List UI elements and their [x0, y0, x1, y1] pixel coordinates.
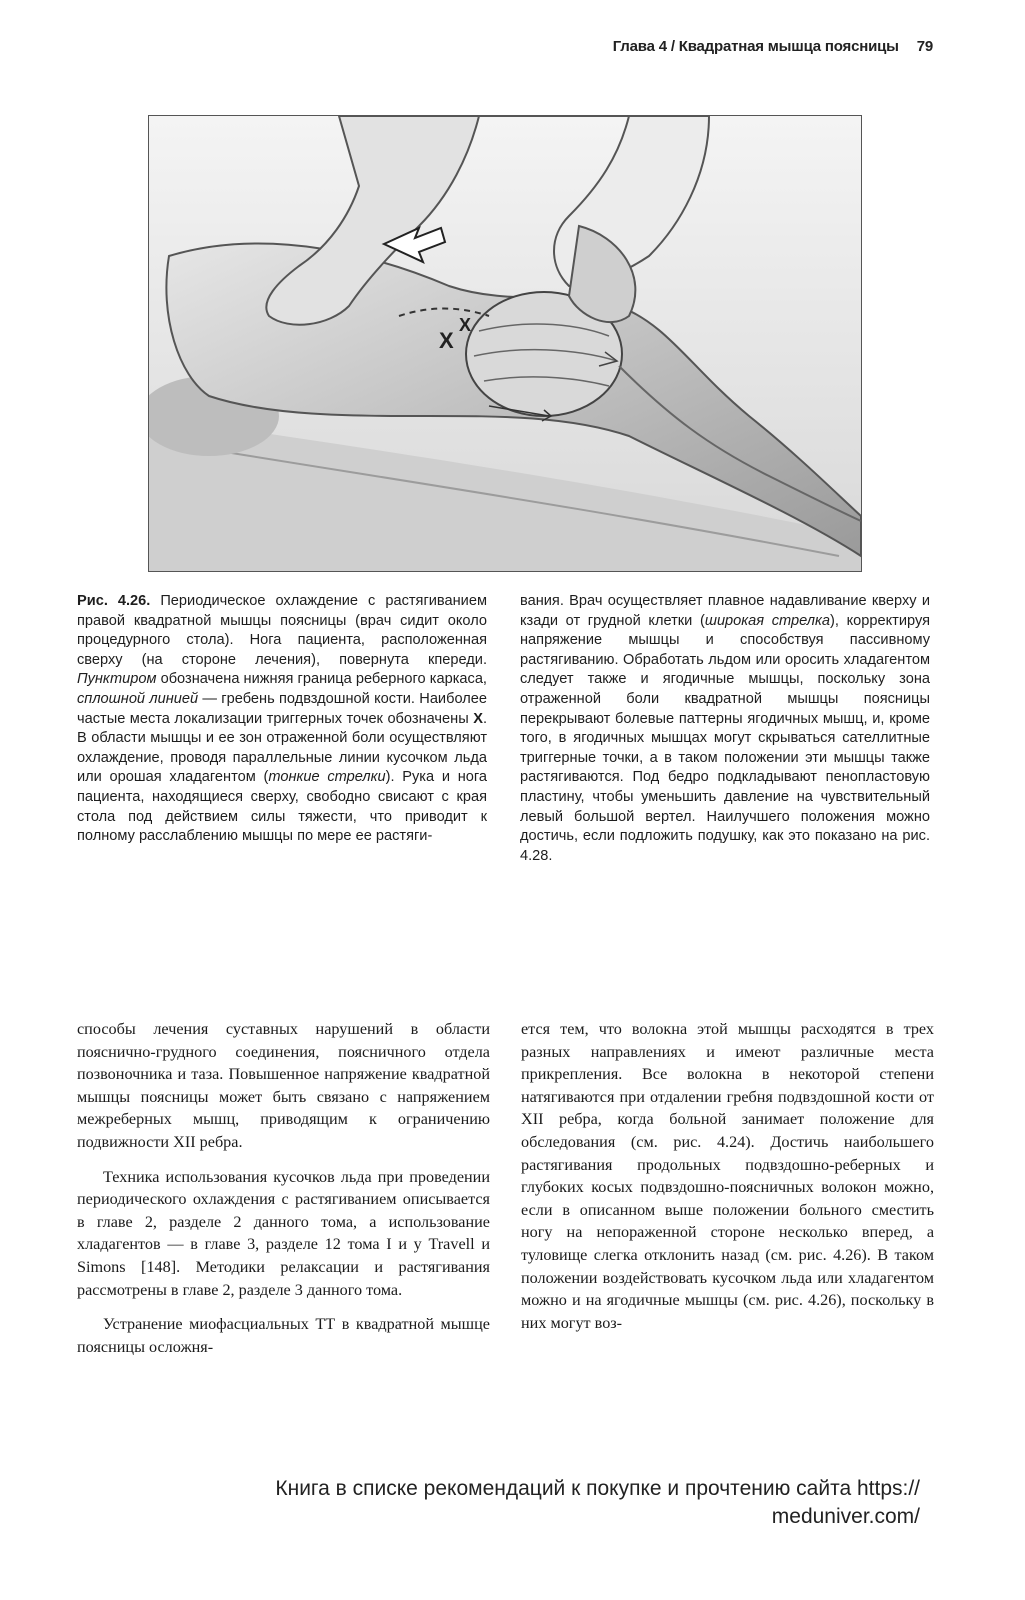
caption-text: вания. Врач осуществляет плавное надавливание кверху и кзади от грудной клетки (	[520, 593, 930, 629]
body-paragraph: Устранение миофасциальных ТТ в квадратной мышце поясницы осложня-	[77, 1315, 490, 1356]
body-paragraph: ется тем, что волокна этой мышцы расходятся в трех разных направлениях и имеют различные места прикрепления. Все волокна в некоторой степени натягиваются при отдалении гребня подвздошной кости от XII ребра, когда больной занимает положение для обследования (см. рис. 4.24). Достичь наибольшего растягивания продольных подвздошно-реберных и глубоких косых подвздошно-поясничных волокон можно, если в описанном выше положении больного сместить ногу на непораженной стороне несколько вперед, а туловище слегка отклонить назад (см. рис. 4.26). В таком положении воздействовать кусочком льда или хладагентом можно и на ягодичные мышцы (см. рис. 4.26), поскольку в них могут воз-	[521, 1020, 934, 1332]
figure-drawing	[149, 116, 861, 571]
caption-text: ). Рука и нога пациента, находящиеся сверху, свободно свисают с края стола под действием силы тяжести, что приводит к полному расслаблению мышцы по мере ее растяги-	[77, 769, 487, 845]
caption-x-mark: X	[473, 710, 483, 727]
running-head	[613, 38, 933, 55]
figure-caption-left	[77, 592, 487, 847]
figure-caption-right	[520, 592, 930, 866]
body-column-left	[77, 1018, 490, 1370]
running-head-title: Глава 4 / Квадратная мышца поясницы	[612, 38, 899, 55]
caption-italic: тонкие стрелки	[268, 769, 386, 786]
caption-italic: широкая стрелка	[704, 612, 831, 629]
caption-text: обозначена нижняя граница реберного каркаса,	[156, 671, 487, 688]
caption-text: — гребень подвздошной кости. Наиболее частые места локализации триггерных точек обозначены	[77, 690, 487, 727]
footer-note: Книга в списке рекомендаций к покупке и прочтению сайта https:// meduniver.com/	[275, 1477, 920, 1528]
body-paragraph: способы лечения суставных нарушений в области пояснично-грудного соединения, поясничного отдела позвоночника и таза. Повышенное напряжение квадратной мышцы поясницы может быть связано с напряжением межреберных мышц, приводящим к ограничению подвижности XII ребра.	[77, 1020, 490, 1151]
caption-text: ), корректируя напряжение мышцы и способствуя пассивному растягиванию. Обработать льдом или оросить хладагентом следует также и ягодичные мышцы, поскольку зона отраженной боли квадратной мышцы поясницы перекрывают болевые паттерны ягодичных мышц, и, кроме того, в ягодичных мышцах могут скрываться сателлитные триггерные точки, а в таком положении эти мышцы также растягиваются. Под бедро подкладывают пенопластовую пластину, чтобы уменьшить давление на чувствительный левый большой вертел. Наилучшего положения можно достичь, если подложить подушку, как это показано на рис. 4.28.	[520, 612, 930, 864]
figure-illustration	[148, 115, 862, 572]
body-column-right	[521, 1018, 934, 1346]
caption-label: Рис. 4.26.	[77, 593, 151, 609]
caption-italic: Пунктиром	[77, 671, 157, 688]
trigger-point-mark: X	[459, 315, 472, 335]
trigger-point-mark: X	[439, 328, 454, 353]
page-number: 79	[916, 38, 933, 55]
caption-italic: сплошной линией	[77, 690, 199, 707]
caption-text: Периодическое охлаждение с растягиванием правой квадратной мышцы поясницы (врач сидит около процедурного стола). Нога пациента, расположенная сверху (на стороне лечения), повернута кпереди.	[77, 593, 487, 668]
body-paragraph: Техника использования кусочков льда при проведении периодического охлаждения с растягиванием описывается в главе 2, разделе 2 данного тома, а использование хладагентов — в главе 3, разделе 12 тома I и у Travell и Simons [148]. Методики релаксации и растягивания рассмотрены в главе 2, разделе 3 данного тома.	[77, 1167, 490, 1299]
caption-text: . В области мышцы и ее зон отраженной боли осуществляют охлаждение, проводя параллельные линии кусочком льда или орошая хладагентом (	[77, 710, 487, 786]
